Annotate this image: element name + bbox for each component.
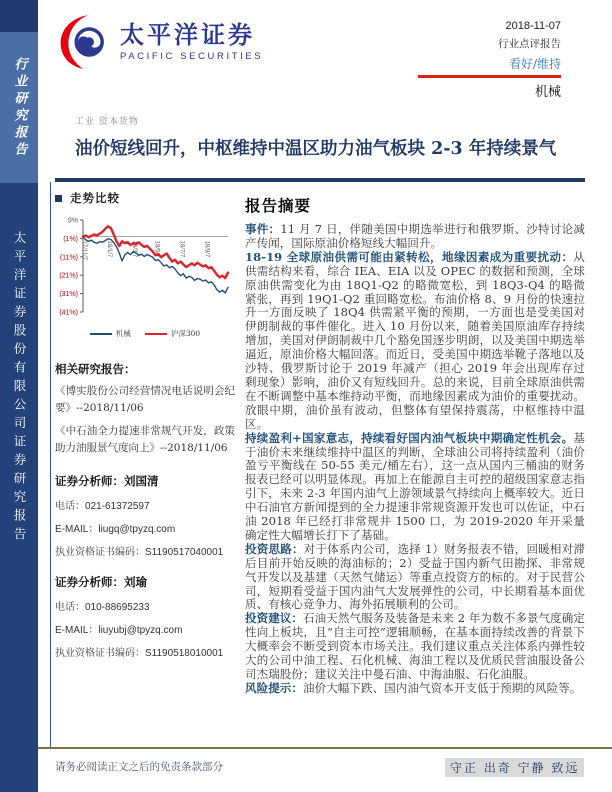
analyst-block — [55, 473, 235, 558]
related-report-item: 《博实股份公司经营情况电话说明会纪要》--2018/11/06 — [55, 385, 235, 414]
analyst-block — [55, 574, 235, 659]
analyst-email-line — [55, 621, 235, 636]
rating-underline — [418, 75, 561, 78]
summary-paragraph — [245, 223, 585, 251]
svg-text:18/5/7: 18/5/7 — [153, 240, 160, 258]
related-reports-list — [55, 383, 235, 457]
related-report-item: 《中石油全力提速非常规气开发，政策助力油服景气度向上》--2018/11/06 — [55, 425, 235, 454]
phone-value: 010-88695233 — [85, 602, 150, 613]
sidebar-company-label: 太平洋证券股份有限公司证券研究报告 — [12, 231, 27, 546]
analyst-phone-line — [55, 598, 235, 613]
analyst-role-name — [55, 574, 235, 590]
paragraph-lead: 投资思路： — [245, 541, 304, 556]
paragraph-text: 基于油价未来继续维持中温区的判断，全球油公司将持续盈利（油价盈亏平衡线在 50-55 美元/桶左右），这一点从国内三桶油的财务报表已经可以明显体现。再加上在能源自主可控的超级国家意志指引下，未来 2-3 年国内油气上游领域景气持续向上概率较大。近日中石油官方新闻提到的全力提速非常规资源开发也可以佐证，中石油 2018 年已经打非常规井 1500 口，为 2019-2020 年开采量确定性大幅增长打下了基础。 — [245, 430, 585, 542]
sidebar-report-category — [0, 32, 38, 183]
analyst-name: 刘国清 — [124, 474, 159, 488]
legend-item — [90, 328, 131, 339]
phone-value: 021-61372597 — [85, 501, 150, 512]
summary-heading: 报告摘要 — [245, 196, 312, 215]
trend-section-title: 走势比较 — [70, 191, 120, 205]
svg-text:(1%): (1%) — [63, 235, 78, 243]
footer-rule — [38, 747, 612, 749]
cert-value: S1190518010001 — [145, 648, 224, 659]
logo-emblem-icon — [58, 12, 110, 72]
chart-legend — [55, 328, 235, 339]
sidebar — [0, 0, 38, 792]
report-title: 油价短线回升，中枢维持中温区助力油气板块 2-3 年持续景气 — [75, 139, 557, 159]
svg-text:18/1/7: 18/1/7 — [106, 240, 113, 258]
pacific-securities-logo — [58, 12, 263, 72]
summary-paragraph — [245, 251, 585, 432]
section-bullet-icon — [55, 195, 62, 202]
industry-rating: 看好/维持 — [508, 57, 561, 71]
phone-label: 电话： — [55, 501, 85, 512]
analyst-phone-line — [55, 497, 235, 512]
svg-text:18/3/7: 18/3/7 — [131, 240, 138, 258]
cert-label: 执业资格证书编码： — [55, 547, 145, 558]
paragraph-text: 从供需结构来看，综合 IEA、EIA 以及 OPEC 的数据和预测，全球原油供需变化为由 18Q1-Q2 的略微宽松，到 18Q3-Q4 的略微紧张，再到 19Q1-Q2 重回略宽松。布油价格 8、9 月份的快速拉升一方面反映了 18Q4 供需紧平衡的预期，一方面也是受美国对伊朗制裁的事件催化。进入 10 月份以来，随着美国原油库存持续增加，美国对伊朗制裁中几个豁免国逐步明朗，以及美国中期选举逼近，原油价格大幅回落。而近日，受美国中期选举靴子落地以及沙特、俄罗斯讨论于 2019 年减产（担心 2019 年会出现库存过剩现象）影响，油价又有短线回升。总的来说，目前全球原油供需在不断调整中基本维持动平衡，而地缘因素成为油价的重要扰动。放眼中期，油价虽有波动，但整体有望保持震荡，中枢维持中温区。 — [245, 249, 585, 431]
title-rule — [55, 178, 585, 182]
legend-swatch — [145, 333, 167, 335]
trend-chart — [55, 214, 235, 339]
paragraph-text: 11 月 7 日，伴随美国中期选举进行和俄罗斯、沙特讨论减产传闻，国际原油价格短线大幅回升。 — [245, 222, 585, 250]
legend-item — [145, 328, 200, 339]
trend-section-header — [55, 190, 235, 206]
paragraph-lead: 18-19 全球原油供需可能由紧转松，地缘因素成为重要扰动： — [245, 249, 574, 264]
paragraph-lead: 投资建议： — [245, 611, 304, 626]
brand-text — [120, 22, 263, 61]
email-label: E-MAIL： — [55, 524, 99, 535]
related-reports-section — [55, 361, 235, 457]
summary-paragraph — [245, 432, 585, 543]
legend-label: 机械 — [115, 329, 131, 338]
brand-name-cn: 太平洋证券 — [120, 20, 255, 50]
sidebar-top-block — [0, 0, 38, 32]
related-reports-title: 相关研究报告： — [55, 362, 136, 376]
paragraph-lead: 风险提示： — [245, 680, 303, 695]
footer-slogan: 守正 出奇 宁静 致远 — [445, 758, 584, 777]
summary-paragraph — [245, 543, 585, 613]
svg-text:(41%): (41%) — [59, 309, 78, 317]
summary-column — [245, 194, 585, 696]
trend-chart-svg — [55, 214, 233, 320]
svg-text:18/7/7: 18/7/7 — [178, 240, 185, 258]
industry-name: 机械 — [534, 85, 561, 100]
sidebar-report-category-label: 行业研究报告 — [11, 56, 27, 159]
svg-text:9%: 9% — [67, 217, 78, 225]
analysts-list — [55, 473, 235, 659]
svg-text:(21%): (21%) — [59, 272, 78, 280]
summary-paragraph — [245, 612, 585, 682]
industry-breadcrumb: 工业 资本货物 — [75, 117, 139, 127]
analyst-role-label: 证券分析师： — [55, 474, 124, 488]
analyst-name: 刘瑜 — [124, 575, 147, 589]
paragraph-lead: 持续盈利+国家意志，持续看好国内油气板块中期确定性机会。 — [245, 430, 574, 445]
summary-paragraphs — [245, 223, 585, 696]
summary-paragraph — [245, 682, 585, 696]
sidebar-company-strip — [0, 183, 38, 792]
paragraph-lead: 事件： — [245, 222, 281, 236]
report-date: 2018-11-07 — [505, 20, 561, 32]
brand-name-en: PACIFIC SECURITIES — [120, 50, 264, 62]
analyst-role-label: 证券分析师： — [55, 575, 124, 589]
cert-value: S1190517040001 — [145, 547, 224, 558]
email-value: liugq@tpyzq.com — [98, 524, 176, 535]
content-divider-line — [50, 182, 51, 747]
email-label: E-MAIL： — [55, 625, 99, 636]
legend-label: 沪深300 — [170, 329, 201, 338]
header-meta — [341, 20, 561, 100]
report-type: 行业点评报告 — [498, 38, 561, 50]
paragraph-text: 对于体系内公司，选择 1）财务报表不错，回暖相对滞后目前开始反映的海油标的；2）受益于国内新气田勘探、非常规气开发以及基建（天然气储运）等重点投资方的标的。对于民营公司，短期看受益于国内油气大发展弹性的公司，中长期看基本面优质、有核心竞争力、海外拓展顺利的公司。 — [245, 541, 585, 612]
paragraph-text: 油价大幅下跌、国内油气资本开支低于预期的风险等。 — [303, 680, 582, 695]
svg-text:17/11/7: 17/11/7 — [81, 240, 87, 261]
email-value: liuyubj@tpyzq.com — [98, 625, 183, 636]
analyst-role-name — [55, 473, 235, 489]
paragraph-text: 石油天然气服务及装备是未来 2 年为数不多景气度确定性向上板块，且“自主可控”逻辑顺畅，在基本面持续改善的背景下大概率会不断受到资本市场关注。我们建议重点关注体系内弹性较大的公司中油工程、石化机械、海油工程以及优质民营油服设备公司杰瑞股份；建议关注中曼石油、中海油服、石化油服。 — [245, 611, 585, 681]
svg-text:(31%): (31%) — [59, 291, 78, 299]
cert-label: 执业资格证书编码： — [55, 648, 145, 659]
footer-disclaimer: 请务必阅读正文之后的免责条款部分 — [55, 761, 223, 773]
left-column — [55, 190, 235, 667]
svg-text:18/9/7: 18/9/7 — [203, 240, 210, 258]
svg-text:(11%): (11%) — [59, 254, 78, 262]
analyst-email-line — [55, 520, 235, 535]
phone-label: 电话： — [55, 602, 85, 613]
analyst-cert-line — [55, 644, 235, 659]
analyst-cert-line — [55, 543, 235, 558]
legend-swatch — [90, 333, 112, 335]
